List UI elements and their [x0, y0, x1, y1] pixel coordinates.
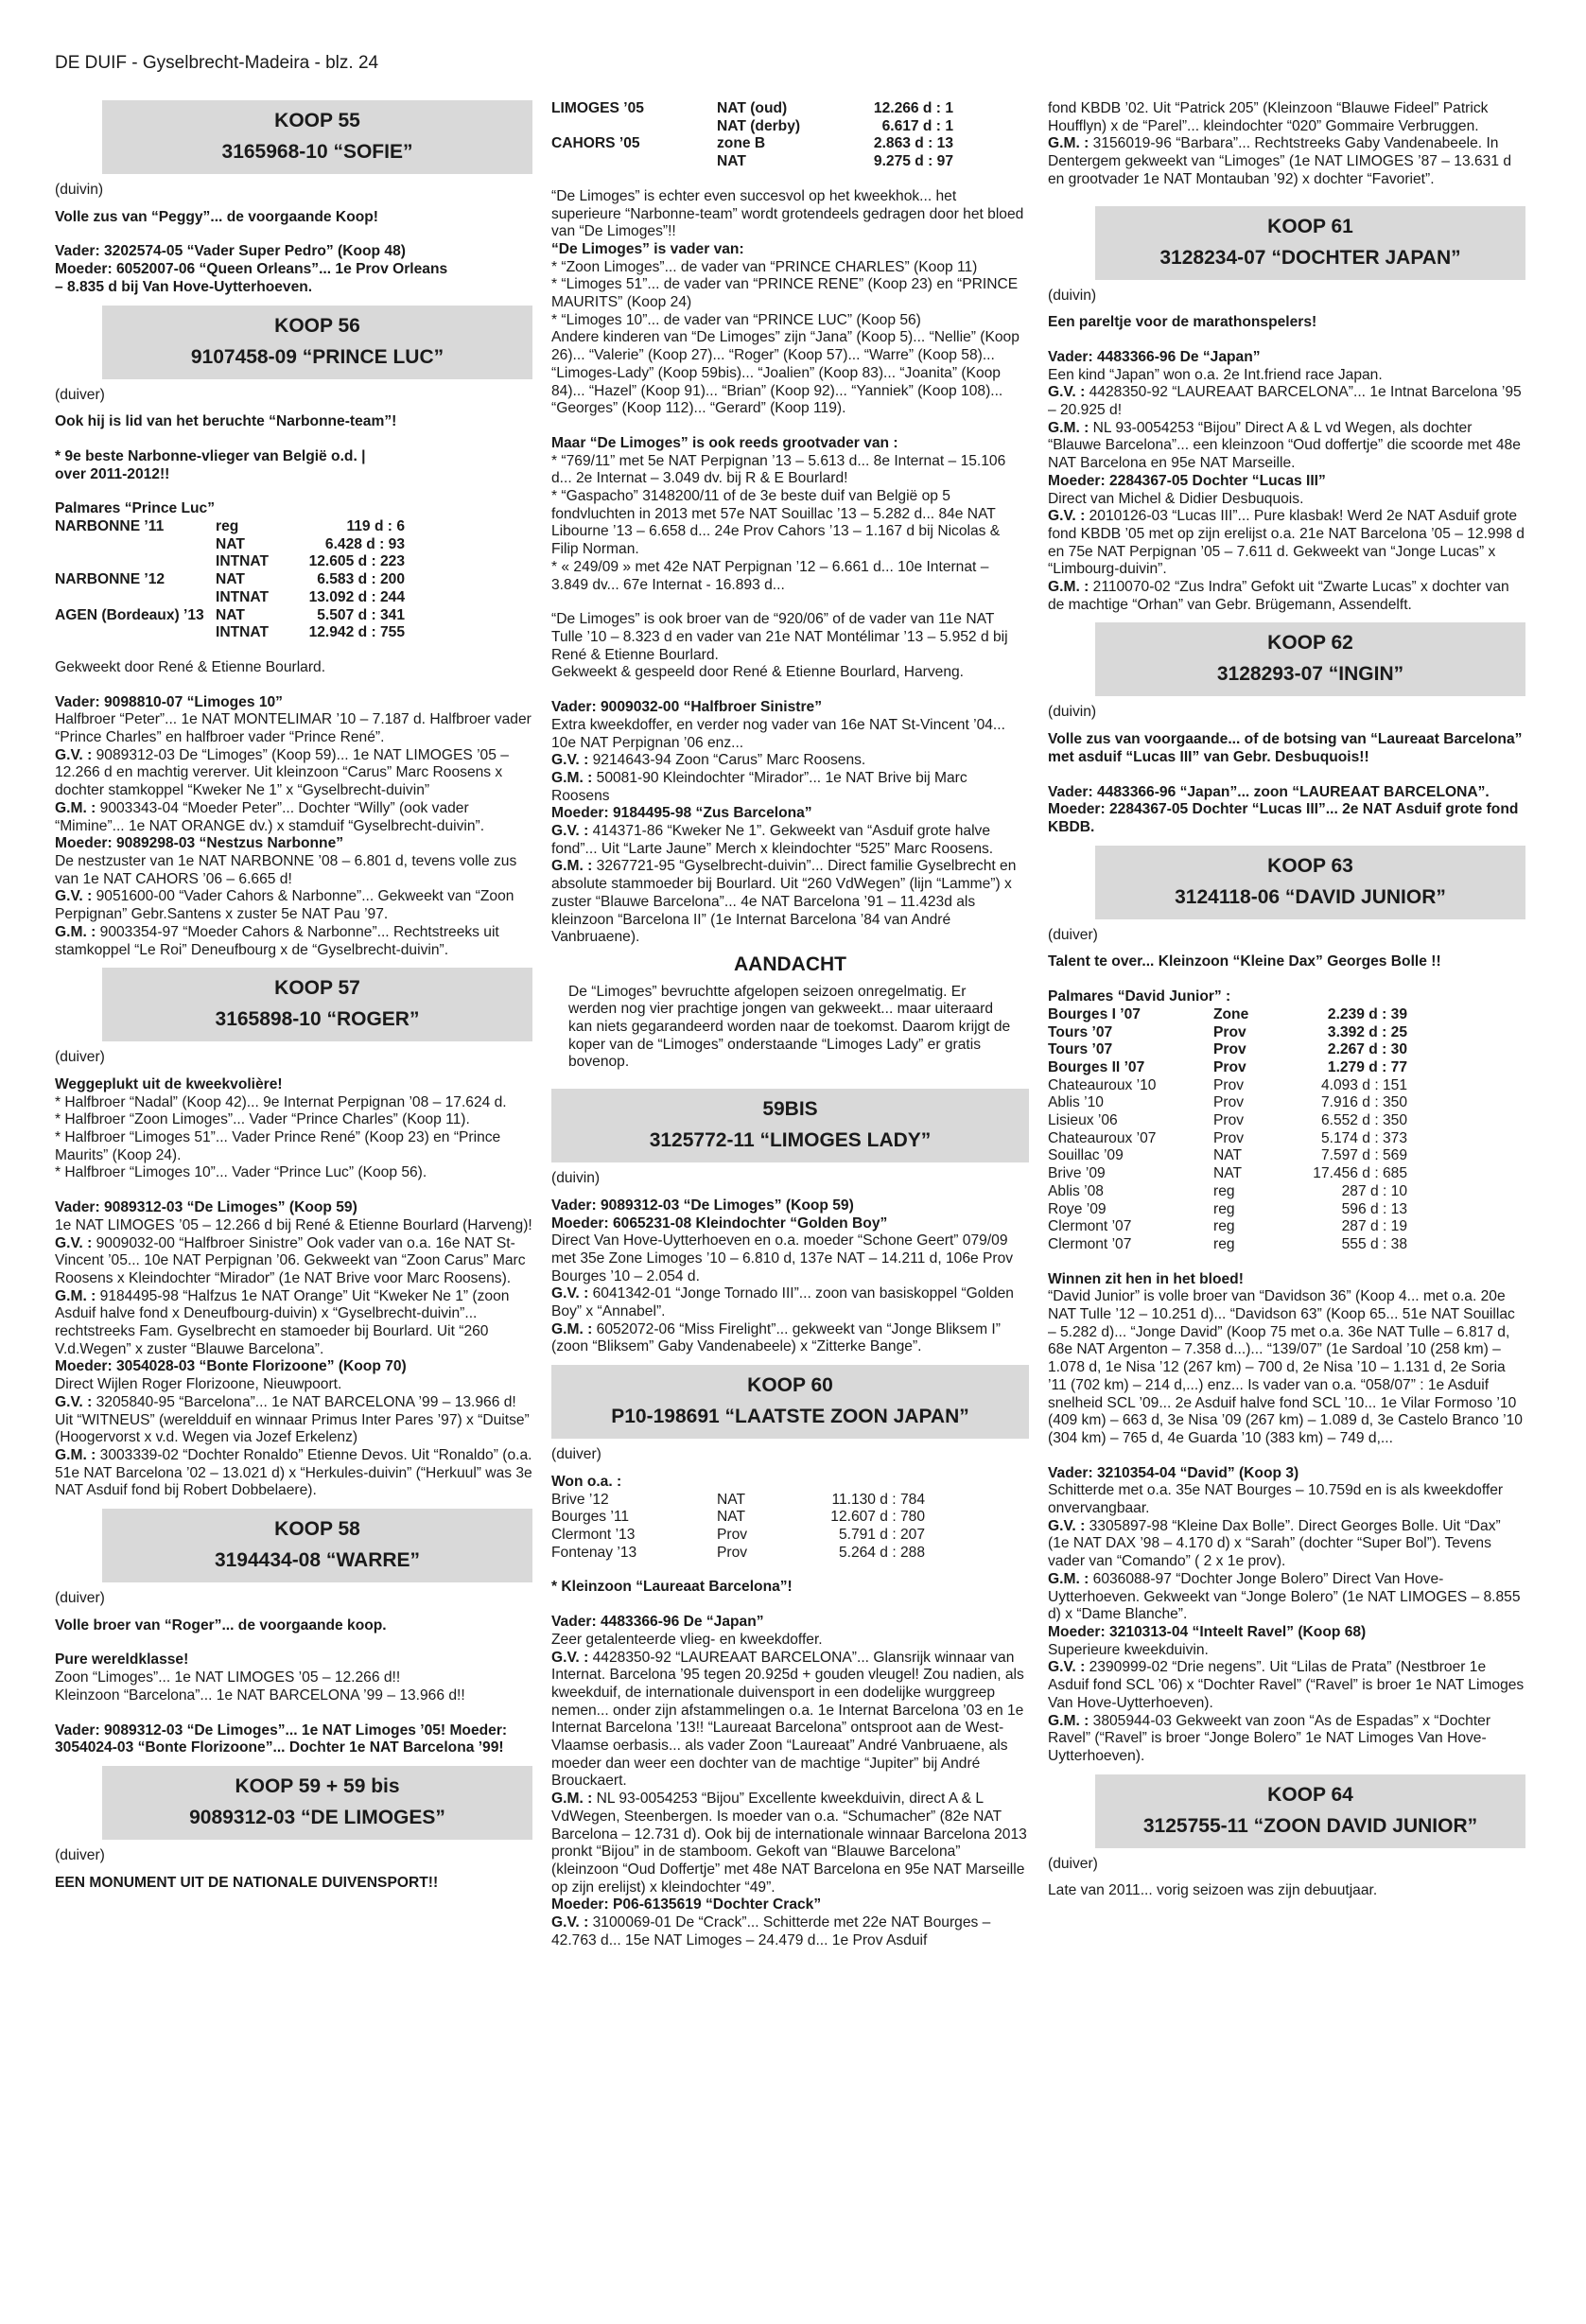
- column-left: [55, 100, 532, 1892]
- mother-line: Moeder: 9089298-03 “Nestzus Narbonne”: [55, 835, 344, 852]
- table-row: Ablis ’10 Prov 7.916 d : 350: [1048, 1094, 1407, 1111]
- gm-line: G.M. : 3003339-02 “Dochter Ronaldo” Etienne Devos. Uit “Ronaldo” (o.a. 51e NAT Barcelona ’02 – 13.021 d) x “Herkules-duivin” (“Herkuul” was 3e NAT Asduif fond bij Robert Dobbelaere).: [55, 1446, 532, 1499]
- gm-line: G.M. : 2110070-02 “Zus Indra” Gefokt uit “Zwarte Lucas” x dochter van de machtige “Orhan” van Gebr. Brügemann, Assendelft.: [1048, 579, 1509, 613]
- koop-56-heading: [102, 306, 532, 379]
- koop-64-heading: [1095, 1774, 1525, 1848]
- gm-line: G.M. : 3267721-95 “Gyselbrecht-duivin”... Direct familie Gyselbrecht en absolute stammoeder bij Bourlard. Uit “260 VdWegen” (lijn “Lamme”) x zuster “Blauwe Barcelona”... 4e NAT Barcelona ’91 – 11.423d als kleinzoon “Barcelona II” (1e Internat Barcelona ’84 van André Vanbruaene).: [551, 858, 1017, 946]
- list-item: * Halfbroer “Limoges 10”... Vader “Prince Luc” (Koop 56).: [55, 1164, 427, 1181]
- mother-text: Direct van Michel & Didier Desbuquois.: [1048, 490, 1304, 507]
- text-line: Kleinzoon “Barcelona”... 1e NAT BARCELONA ’99 – 13.966 d!!: [55, 1686, 465, 1704]
- koop-60-heading: [551, 1365, 1029, 1439]
- gv-line: G.V. : 2390999-02 “Drie negens”. Uit “Lilas de Prata” (Nestbroer 1e Asduif fond SCL ’06) x “Dochter Ravel” (“Ravel” is broer 1e NAT Limoges Van Hove-Uytterhoeven).: [1048, 1659, 1525, 1711]
- table-row: Roye ’09 reg 596 d : 13: [1048, 1200, 1407, 1217]
- father-text: Zeer getalenteerde vlieg- en kweekdoffer.: [551, 1631, 823, 1648]
- headline: Talent te over... Kleinzoon “Kleine Dax” Georges Bolle !!: [1048, 953, 1441, 970]
- table-row: Bourges ’11 NAT 12.607 d : 780: [551, 1509, 925, 1526]
- ring-number: 9089312-03 “DE LIMOGES”: [189, 1807, 445, 1828]
- gm-line: G.M. : NL 93-0054253 “Bijou” Excellente kweekduivin, direct A & L VdWegen, Steenbergen. Is moeder van o.a. “Schumacher” (82e NAT Barcelona – 12.731 d). Ook bij de internationale winnaar Barcelona 2013 pronkt “Bijou” in de stamboom. Gekoft van “Blauwe Barcelona” (kleinzoon “Oud Doffertje” met 48e NAT Barcelona en 95e NAT Marseille op zijn erelijst) x kleindochter “49”.: [551, 1791, 1027, 1896]
- highlight-line-cont: over 2011-2012!!: [55, 465, 170, 482]
- ring-number: 3128234-07 “DOCHTER JAPAN”: [1159, 246, 1461, 269]
- gv-line: G.V. : 9009032-00 “Halfbroer Sinistre” Ook vader van o.a. 16e NAT St-Vincent ’05... 10e NAT Perpignan ’06. Gekweekt van “Zoon Carus” Marc Roosens x Kleindochter “Mirador” (1e NAT Brive voor Marc Roosens).: [55, 1234, 526, 1286]
- gv-line: G.V. : 9214643-94 Zoon “Carus” Marc Roosens.: [551, 752, 866, 769]
- gm-line: G.M. : 9003343-04 “Moeder Peter”... Dochter “Willy” (ook vader “Mimine”... 1e NAT ORANGE dv.) x stamduif “Gyselbrecht-duivin”.: [55, 799, 485, 834]
- breeder-line: Gekweekt door René & Etienne Bourlard.: [55, 658, 326, 675]
- gender-label: (duiver): [55, 1049, 105, 1066]
- koop-title: KOOP 57: [274, 977, 360, 1000]
- father-line: Vader: 4483366-96 De “Japan”: [551, 1614, 764, 1631]
- column-right: [1048, 100, 1525, 1900]
- ring-number: 3165968-10 “SOFIE”: [221, 141, 413, 163]
- palmares-table: [55, 518, 405, 642]
- column-middle: [551, 100, 1029, 1949]
- table-row: Fontenay ’13 Prov 5.264 d : 288: [551, 1544, 925, 1561]
- gender-label: (duivin): [55, 182, 104, 198]
- table-row: AGEN (Bordeaux) ’13 NAT 5.507 d : 341: [55, 606, 405, 623]
- father-line: Vader: 4483366-96 “Japan”... zoon “LAUREAAT BARCELONA”.: [1048, 783, 1490, 800]
- mother-line: Moeder: P06-6135619 “Dochter Crack”: [551, 1896, 822, 1913]
- text-line: Zoon “Limoges”... 1e NAT LIMOGES ’05 – 12.266 d!!: [55, 1669, 401, 1686]
- ring-number: 9107458-09 “PRINCE LUC”: [190, 345, 444, 368]
- table-row: Bourges I ’07 Zone 2.239 d : 39: [1048, 1005, 1407, 1022]
- koop-57-heading: [102, 968, 532, 1041]
- koop-title: KOOP 59 + 59 bis: [235, 1775, 400, 1797]
- father-text: 1e NAT LIMOGES ’05 – 12.266 d bij René & Etienne Bourlard (Harveng)!: [55, 1216, 532, 1233]
- koop-63-heading: [1095, 846, 1525, 919]
- table-row: Bourges II ’07 Prov 1.279 d : 77: [1048, 1058, 1407, 1075]
- koop-62-heading: [1095, 622, 1525, 696]
- palmares-title: Palmares “David Junior” :: [1048, 988, 1231, 1005]
- ring-number: 3165898-10 “ROGER”: [215, 1008, 420, 1031]
- koop-59bis-heading: [551, 1089, 1029, 1162]
- koop-55-heading: [102, 100, 532, 174]
- palmares-table: [1048, 1006, 1407, 1254]
- palmares-table: [551, 100, 953, 171]
- headline: Volle zus van voorgaande... of de botsing van “Laureaat Barcelona” met asduif “Lucas III” van Gebr. Desbuquois!!: [1048, 731, 1523, 765]
- table-row: Tours ’07 Prov 3.392 d : 25: [1048, 1023, 1407, 1040]
- table-row: Tours ’07 Prov 2.267 d : 30: [1048, 1041, 1407, 1058]
- gm-line: G.M. : 9003354-97 “Moeder Cahors & Narbonne”... Rechtstreeks uit stamkoppel “Le Roi” Deneufbourg x de “Gyselbrecht-duivin”.: [55, 923, 499, 958]
- gender-label: (duiver): [1048, 1855, 1098, 1872]
- table-row: Clermont ’13 Prov 5.791 d : 207: [551, 1527, 925, 1543]
- headline: Volle broer van “Roger”... de voorgaande koop.: [55, 1616, 387, 1634]
- father-line: Vader: 9089312-03 “De Limoges” (Koop 59): [551, 1197, 854, 1214]
- ring-number: P10-198691 “LAATSTE ZOON JAPAN”: [611, 1406, 969, 1428]
- table-row: Chateauroux ’10 Prov 4.093 d : 151: [1048, 1076, 1407, 1093]
- gv-line: G.V. : 3205840-95 “Barcelona”... 1e NAT BARCELONA ’99 – 13.966 d! Uit “WITNEUS” (wereldduif en winnaar Primus Inter Pares ’97) x “Duitse” (Hoogervorst x v.d. Wegen via Jozef Erkelenz): [55, 1393, 530, 1446]
- palmares-table: [551, 1492, 925, 1563]
- table-row: INTNAT 12.605 d : 223: [216, 553, 405, 570]
- gv-line: G.V. : 3100069-01 De “Crack”... Schitterde met 22e NAT Bourges – 42.763 d... 15e NAT Limoges – 24.479 d... 1e Prov Asduif: [551, 1914, 991, 1948]
- father-line: Vader: 9009032-00 “Halfbroer Sinistre”: [551, 699, 823, 716]
- table-row: Brive ’12 NAT 11.130 d : 784: [551, 1491, 925, 1508]
- page-header: DE DUIF - Gyselbrecht-Madeira - blz. 24: [55, 53, 379, 73]
- koop-58-heading: [102, 1509, 532, 1582]
- subheading: Maar “De Limoges” is ook reeds grootvader van :: [551, 434, 898, 451]
- father-line: Vader: 9089312-03 “De Limoges” (Koop 59): [55, 1199, 357, 1216]
- gv-line: G.V. : 4428350-92 “LAUREAAT BARCELONA”... Glansrijk winnaar van Internat. Barcelona ’95 tegen 20.925d + gouden vleugel! Zou nadien, als kweekduif, de internationale duivensport in een dodelijke wurggreep nemen... onder zijn afstammelingen o.a. 1e Internat Barcelona ’03 en 1e Internat Barcelona ’13!! “Laureaat Barcelona” ontsproot aan de West-Vlaamse oerbasis... als vader Zoon “Laureaat” André Vanbruaene, als moeder dan weer een dochter van de machtige “Jupiter” bij André Brouckaert.: [551, 1649, 1024, 1790]
- headline: Volle zus van “Peggy”... de voorgaande Koop!: [55, 208, 378, 225]
- highlight-line: * Kleinzoon “Laureaat Barcelona”!: [551, 1579, 793, 1596]
- gm-line: G.M. : 50081-90 Kleindochter “Mirador”... 1e NAT Brive bij Marc Roosens: [551, 769, 967, 804]
- table-row: Chateauroux ’07 Prov 5.174 d : 373: [1048, 1129, 1407, 1146]
- koop-title: KOOP 58: [274, 1518, 360, 1541]
- table-row: Clermont ’07 reg 287 d : 19: [1048, 1218, 1407, 1235]
- table-row: NARBONNE ’11 reg 119 d : 6: [55, 518, 405, 535]
- table-row: Lisieux ’06 Prov 6.552 d : 350: [1048, 1112, 1407, 1129]
- table-row: Souillac ’09 NAT 7.597 d : 569: [1048, 1147, 1407, 1164]
- koop-title: KOOP 64: [1267, 1783, 1353, 1806]
- gender-label: (duiver): [551, 1446, 601, 1463]
- subheadline: Pure wereldklasse!: [55, 1651, 189, 1669]
- gm-line: G.M. : 3805944-03 Gekweekt van zoon “As de Espadas” x “Dochter Ravel” (“Ravel” is broer “Jonge Bolero” 1e NAT Limoges Van Hove-Uytterhoeven).: [1048, 1712, 1491, 1764]
- table-row: CAHORS ’05 zone B 2.863 d : 13: [551, 135, 953, 152]
- paragraph: “David Junior” is volle broer van “Davidson 36” (Koop 4... met o.a. 20e NAT Tulle ’12 – 10.251 d)... “Davidson 63” (Koop 65... 51e NAT Souillac – 5.282 d)... “Jonge David” (Koop 75 met o.a. 36e NAT Tulle – 6.817 d, 68e NAT Argenton – 7.358 d...)... “139/07” (1e Sardoal ’10 (258 km) – 1.078 d, 1e Nisa ’12 (267 km) – 700 d, 2e Nisa ’10 – 1.131 d, 2e Soria ’11 (702 km) – 214 d,...) enz... Is vader van o.a. “058/07” : 1e Asduif snelheid SCL ’09... 2e Asduif halve fond SCL ’10... 1e Vilar Formoso ’10 (409 km) – 663 d, 3e Nisa ’09 (267 km) – 1.089 d, 3e Castelo Branco ’10 (304 km) – 765 d, 4e Guarda ’10 (383 km) – 749 d,...: [1048, 1288, 1523, 1446]
- ring-number: 3128293-07 “INGIN”: [1216, 663, 1404, 686]
- koop-title: KOOP 62: [1267, 632, 1353, 655]
- paragraph: * “769/11” met 5e NAT Perpignan ’13 – 5.613 d... 8e Internat – 15.106 d... 2e Internat – 3.049 dv. bij R & E Bourlard! * “Gaspacho” 3148200/11 of de 3e beste duif van België op 5 fondvluchten in 2013 met 57e NAT Souillac ’13 – 5.282 d... 84e NAT Libourne ’13 – 6.658 d... 24e Prov Cahors ’13 – 1.167 d bij Nicolas & Filip Norman. * « 249/09 » met 42e NAT Perpignan ’12 – 6.661 d... 10e Internat – 3.849 dv... 67e Internat - 16.893 d...: [551, 452, 1006, 593]
- subheading: Winnen zit hen in het bloed!: [1048, 1270, 1244, 1287]
- father-line: Vader: 3210354-04 “David” (Koop 3): [1048, 1464, 1299, 1481]
- ring-number: 3124118-06 “DAVID JUNIOR”: [1175, 885, 1446, 908]
- table-row: Ablis ’08 reg 287 d : 10: [1048, 1182, 1407, 1199]
- table-row: Brive ’09 NAT 17.456 d : 685: [1048, 1165, 1407, 1182]
- gm-line: G.M. : 6036088-97 “Dochter Jonge Bolero” Direct Van Hove-Uytterhoeven. Gekweekt van “Jonge Bolero” (1e NAT LIMOGES – 8.855 d) x “Dame Blanche”.: [1048, 1570, 1521, 1623]
- list-item: * Halfbroer “Zoon Limoges”... Vader “Prince Charles” (Koop 11).: [55, 1111, 470, 1128]
- mother-text: Superieure kweekduivin.: [1048, 1641, 1209, 1658]
- highlight-line: * 9e beste Narbonne-vlieger van België o.d. |: [55, 447, 366, 464]
- father-line: Vader: 4483366-96 De “Japan”: [1048, 348, 1261, 365]
- gv-line: G.V. : 6041342-01 “Jonge Tornado III”... zoon van basiskoppel “Golden Boy” x “Annabel”.: [551, 1285, 1014, 1320]
- father-text: Schitterde met o.a. 35e NAT Bourges – 10.759d en is als kweekdoffer onvervangbaar.: [1048, 1482, 1504, 1517]
- koop-59-heading: [102, 1766, 532, 1840]
- gm-line: G.M. : NL 93-0054253 “Bijou” Direct A & L vd Wegen, als dochter “Blauwe Barcelona”... een kleinzoon “Oud doffertje” die scoorde met 48e NAT Barcelona en 95e NAT Marseille.: [1048, 419, 1521, 472]
- gv-line: G.V. : 9051600-00 “Vader Cahors & Narbonne”... Gekweekt van “Zoon Perpignan” Gebr.Santens x zuster 5e NAT Pau ’97.: [55, 888, 514, 923]
- gv-line: G.V. : 4428350-92 “LAUREAAT BARCELONA”... 1e Intnat Barcelona ’95 – 20.925 d!: [1048, 384, 1522, 419]
- father-line: Vader: 3202574-05 “Vader Super Pedro” (Koop 48): [55, 243, 406, 260]
- headline: EEN MONUMENT UIT DE NATIONALE DUIVENSPORT!!: [55, 1874, 439, 1891]
- gender-label: (duivin): [551, 1170, 601, 1187]
- list-item: * Halfbroer “Nadal” (Koop 42)... 9e Internat Perpignan ’08 – 17.624 d.: [55, 1093, 507, 1110]
- mother-line: Moeder: 2284367-05 Dochter “Lucas III”: [1048, 472, 1326, 489]
- gender-label: (duivin): [1048, 704, 1097, 721]
- table-row: INTNAT 13.092 d : 244: [216, 588, 405, 605]
- gender-label: (duiver): [55, 1847, 105, 1863]
- headline: Ook hij is lid van het beruchte “Narbonne-team”!: [55, 413, 397, 430]
- ring-number: 3194434-08 “WARRE”: [214, 1549, 421, 1572]
- gv-line: G.V. : 2010126-03 “Lucas III”... Pure klasbak! Werd 2e NAT Asduif grote fond KBDB ’05 met op zijn erelijst o.a. 21e NAT Barcelona ’05 – 12.998 d en 75e NAT Perpignan ’05 – 7.611 d. Gekweekt van “Jonge Lucas” x “Limbourg-duivin”.: [1048, 508, 1525, 578]
- paragraph: “De Limoges” is echter even succesvol op het kweekhok... het superieure “Narbonne-team” wordt grotendeels gedragen door het bloed van “De Limoges”!!: [551, 187, 1024, 240]
- gm-line: G.M. : 9184495-98 “Halfzus 1e NAT Orange” Uit “Kweker Ne 1” (zoon Asduif halve fond x Deneufbourg-duivin) x “Gyselbrecht-duivin”... rechtstreeks Fam. Gyselbrecht en stamoeder bij Bourlard. Uit “260 V.d.Wegen” x zuster “Blauwe Barcelona”.: [55, 1287, 510, 1357]
- father-text: Extra kweekdoffer, en verder nog vader van 16e NAT St-Vincent ’04... 10e NAT Perpignan ’06 enz...: [551, 716, 1005, 751]
- paragraph: “De Limoges” is ook broer van de “920/06” of de vader van 11e NAT Tulle ’10 – 8.323 d en vader van 21e NAT Montélimar ’13 – 5.952 d bij René & Etienne Bourlard. Gekweekt & gespeeld door René & Etienne Bourlard, Harveng.: [551, 611, 1008, 681]
- mother-line: Moeder: 6065231-08 Kleindochter “Golden Boy”: [551, 1214, 888, 1232]
- gm-line: G.M. : 3156019-96 “Barbara”... Rechtstreeks Gaby Vandenabeele. In Dentergem gekweekt van “Limoges” (1e NAT LIMOGES ’87 – 13.631 d en grootvader 1e NAT Montauban ’92) x dochter “Favoriet”.: [1048, 135, 1511, 187]
- gm-line: G.M. : 6052072-06 “Miss Firelight”... gekweekt van “Jonge Bliksem I” (zoon “Bliksem” Gaby Vandenabeele) x “Zitterke Bange”.: [551, 1320, 1001, 1355]
- koop-title: KOOP 61: [1267, 215, 1353, 237]
- subheading: “De Limoges” is vader van:: [551, 240, 744, 257]
- mother-line: Moeder: 6052007-06 “Queen Orleans”... 1e Prov Orleans: [55, 261, 448, 278]
- gender-label: (duivin): [1048, 287, 1097, 304]
- aandacht-title: AANDACHT: [734, 952, 846, 975]
- father-text: Halfbroer “Peter”... 1e NAT MONTELIMAR ’10 – 7.187 d. Halfbroer vader “Prince Charles” en halfbroer vader “Prince René”.: [55, 711, 532, 746]
- mother-line: Moeder: 3054028-03 “Bonte Florizoone” (Koop 70): [55, 1358, 407, 1375]
- table-row: Clermont ’07 reg 555 d : 38: [1048, 1235, 1407, 1252]
- gender-label: (duiver): [1048, 926, 1098, 943]
- parents-line: Vader: 9089312-03 “De Limoges”... 1e NAT Limoges ’05! Moeder: 3054024-03 “Bonte Florizoone”... Dochter 1e NAT Barcelona ’99!: [55, 1721, 508, 1756]
- mother-line-cont: – 8.835 d bij Van Hove-Uytterhoeven.: [55, 278, 313, 295]
- headline: Weggeplukt uit de kweekvolière!: [55, 1075, 283, 1092]
- aandacht-text: De “Limoges” bevruchtte afgelopen seizoen onregelmatig. Er werden nog vier prachtige jongen van gekweekt... maar uiteraard kan niets gegarandeerd worden naar de toekomst. Daarom krijgt de koper van de “Limoges” onderstaande “Limoges Lady” er gratis bovenop.: [568, 983, 1011, 1071]
- koop-61-heading: [1095, 206, 1525, 280]
- koop-title: KOOP 56: [274, 314, 360, 337]
- mother-line: Moeder: 9184495-98 “Zus Barcelona”: [551, 805, 812, 822]
- father-line: Vader: 9098810-07 “Limoges 10”: [55, 693, 283, 710]
- paragraph: fond KBDB ’02. Uit “Patrick 205” (Kleinzoon “Blauwe Fideel” Patrick Houfflyn) x de “Parel”... kleindochter “020” Gommaire Verbruggen.: [1048, 100, 1489, 134]
- gv-line: G.V. : 3305897-98 “Kleine Dax Bolle”. Direct Georges Bolle. Uit “Dax” (1e NAT DAX ’98 – 4.170 d) x “Sarah” (dochter “Super Bol”). Tevens vader van “Comando” ( 2 x 1e prov).: [1048, 1517, 1501, 1570]
- mother-line: Moeder: 2284367-05 Dochter “Lucas III”... 2e NAT Asduif grote fond KBDB.: [1048, 801, 1519, 835]
- ring-number: 3125755-11 “ZOON DAVID JUNIOR”: [1142, 1814, 1478, 1837]
- table-row: NARBONNE ’12 NAT 6.583 d : 200: [55, 571, 405, 588]
- koop-title: KOOP 55: [274, 110, 360, 131]
- gender-label: (duiver): [55, 1590, 105, 1607]
- gender-label: (duiver): [55, 386, 105, 403]
- mother-text: De nestzuster van 1e NAT NARBONNE ’08 – 6.801 d, tevens volle zus van 1e NAT CAHORS ’06 – 6.665 d!: [55, 852, 517, 887]
- table-row: NAT 6.428 d : 93: [216, 535, 405, 552]
- table-row: NAT 9.275 d : 97: [717, 153, 953, 170]
- koop-title: KOOP 63: [1267, 854, 1353, 877]
- mother-line: Moeder: 3210313-04 “Inteelt Ravel” (Koop 68): [1048, 1624, 1367, 1640]
- text-line: Late van 2011... vorig seizoen was zijn debuutjaar.: [1048, 1882, 1378, 1899]
- paragraph: * “Zoon Limoges”... de vader van “PRINCE CHARLES” (Koop 11) * “Limoges 51”... de vader van “PRINCE RENE” (Koop 23) en “PRINCE MAURITS” (Koop 24) * “Limoges 10”... de vader van “PRINCE LUC” (Koop 56) Andere kinderen van “De Limoges” zijn “Jana” (Koop 5)... “Nellie” (Koop 26)... “Valerie” (Koop 27)... “Roger” (Koop 57)... “Warre” (Koop 58)... “Limoges-Lady” (Koop 59bis)... “Joalien” (Koop 83)... “Joanita” (Koop 84)... “Hazel” (Koop 91)... “Brian” (Koop 92)... “Yanniek” (Koop 108)... “Georges” (Koop 112)... “Gerard” (Koop 119).: [551, 258, 1020, 417]
- table-row: INTNAT 12.942 d : 755: [216, 624, 405, 641]
- table-row: LIMOGES ’05 NAT (oud) 12.266 d : 1: [551, 100, 953, 116]
- koop-title: KOOP 60: [747, 1374, 833, 1397]
- list-item: * Halfbroer “Limoges 51”... Vader Prince René” (Koop 23) en “Prince Maurits” (Koop 24).: [55, 1129, 501, 1163]
- mother-text: Direct Van Hove-Uytterhoeven en o.a. moeder “Schone Geert” 079/09 met 35e Zone Limoges ’10 – 6.810 d, 137e NAT – 14.211 d, 106e Prov Bourges ’10 – 2.054 d.: [551, 1232, 1014, 1284]
- palmares-title: Palmares “Prince Luc”: [55, 500, 216, 517]
- gv-line: G.V. : 414371-86 “Kweker Ne 1”. Gekweekt van “Asduif grote halve fond”... Uit “Larte Jaune” Merch x kleindochter “525” Marc Roosens.: [551, 823, 994, 857]
- table-row: NAT (derby) 6.617 d : 1: [717, 117, 953, 134]
- father-text: Een kind “Japan” won o.a. 2e Int.friend race Japan.: [1048, 366, 1383, 383]
- gv-line: G.V. : 9089312-03 De “Limoges” (Koop 59)... 1e NAT LIMOGES ’05 – 12.266 d en machtig vererver. Uit kleinzoon “Carus” Marc Roosens x dochter stamkoppel “Kweker Ne 1” x “Gyselbrecht-duivin”: [55, 746, 509, 799]
- won-title: Won o.a. :: [551, 1473, 622, 1490]
- headline: Een pareltje voor de marathonspelers!: [1048, 314, 1317, 331]
- ring-number: 3125772-11 “LIMOGES LADY”: [649, 1129, 932, 1152]
- koop-title: 59BIS: [762, 1098, 818, 1121]
- mother-text: Direct Wijlen Roger Florizoone, Nieuwpoort.: [55, 1376, 342, 1393]
